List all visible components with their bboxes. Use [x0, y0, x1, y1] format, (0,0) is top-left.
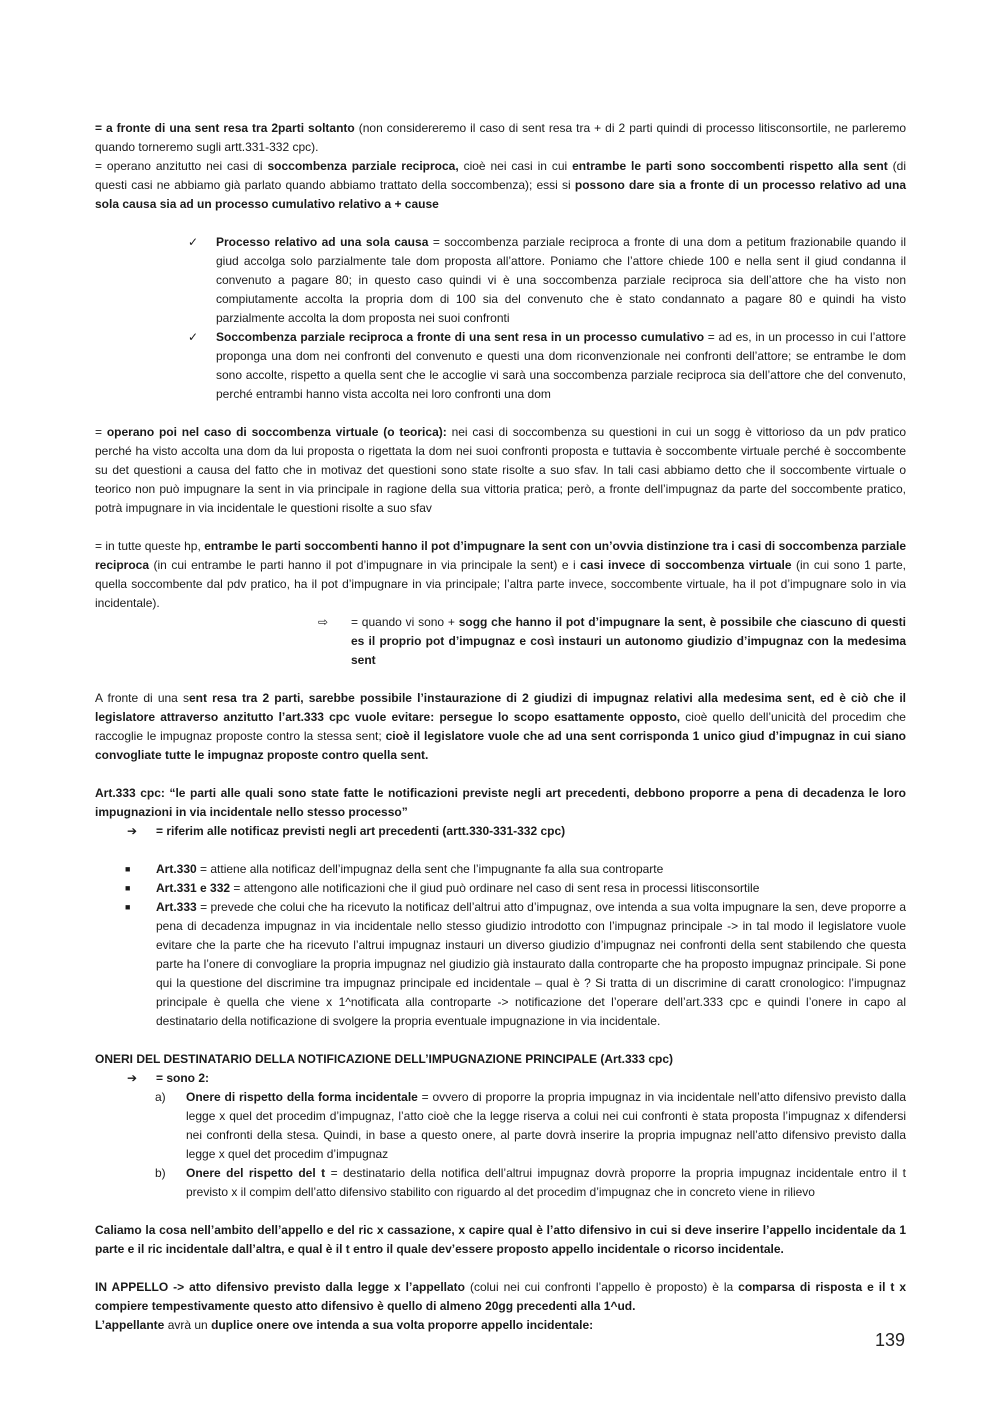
bold-arrow-icon: ➔ — [127, 824, 138, 838]
bullet-list — [125, 860, 906, 1031]
paragraph-due-parti: A fronte di una sent resa tra 2 parti, sarebbe possibile l’instaurazione di 2 giudizi di impugnaz relativi alla medesima sent, ed è ciò che il legislatore attraverso anzitutto l’art.333 cpc vuole evitare: persegue lo scopo esattamente opposto, cioè quello dell’unicità del procedim che raccoglie le impugnaz proposte contro la stessa sent; cioè il legislatore vuole che ad una sent corrisponda 1 unico giud d’impugnaz in cui siano convogliate tutte le impugnaz proposte contro quella sent. — [95, 691, 907, 762]
hollow-arrow-icon: ⇨ — [318, 615, 329, 629]
list-item: ■ Art.331 e 332 = attengono alle notificazioni che il giud può ordinare nel caso di sent resa in processi litisconsortile — [125, 879, 906, 898]
paragraph-caliamo: Caliamo la cosa nell’ambito dell’appello e del ric x cassazione, x capire qual è l’atto difensivo in cui si deve inserire l’appello incidentale da 1 parte e il ric incidentale dall’altra, e qual è il t entro il quale dev’essere proposto appello incidentale o ricorso incidentale. — [95, 1223, 906, 1256]
list-letter: a) — [155, 1090, 166, 1104]
list-item: a) Onere di rispetto della forma incidentale = ovvero di proporre la propria impugnaz in via incidentale nell’atto difensivo previsto dalla legge x quel det procedim d’impugnaz, l’atto cioè che la legge riserva a colui nei cui confronti è stata proposta l’impugnaz x difendersi nei confronti della stesa. Quindi, in base a questo onere, al parte dovrà inserire la propria impugnaz nell’atto difensivo previsto dalla legge x quel det procedim d’impugnaz — [155, 1088, 906, 1164]
page-content — [95, 119, 906, 1335]
paragraph-intro: = a fronte di una sent resa tra 2parti soltanto (non considereremo il caso di sent resa tra + di 2 parti quindi di processo litisconsortile, ne parleremo quando torneremo sugli artt.331-332 cpc). — [95, 121, 906, 154]
arrow-note: ➔ = riferim alle notificaz previsti negli art precedenti (artt.330-331-332 cpc) — [127, 822, 906, 841]
checkmark-icon: ✓ — [188, 235, 199, 249]
paragraph-tutte-hp: = in tutte queste hp, entrambe le parti soccombenti hanno il pot d’impugnare la sent con un’ovvia distinzione tra i casi di soccombenza parziale reciproca (in cui entrambe le parti hanno il pot d’impugnare in via principale la sent) e i casi invece di soccombenza virtuale (in cui sono 1 parte, quella soccombente dal pdv pratico, ha il pot d’impugnare in via principale; l’altra parte invece, soccombente virtuale, ha il pot d’impugnare solo in via incidentale). — [95, 539, 907, 610]
lettered-list — [155, 1088, 906, 1202]
paragraph-in-appello: IN APPELLO -> atto difensivo previsto dalla legge x l’appellato (colui nei cui confronti l’appello è proposto) è la comparsa di risposta e il t x compiere tempestivamente questo atto difensivo è quello di almeno 20gg precedenti alla 1^ud. — [95, 1280, 907, 1313]
list-item: ■ Art.330 = attiene alla notificaz dell’impugnaz della sent che l’impugnante fa alla sua controparte — [125, 860, 906, 879]
bold-arrow-icon: ➔ — [127, 1071, 138, 1085]
check-list — [188, 233, 906, 404]
list-item: ✓ Soccombenza parziale reciproca a fronte di una sent resa in un processo cumulativo = ad es, in un processo in cui l’attore proponga una dom nei confronti del convenuto e questi una dom riconvenzionale nei confronti dell’attore; se entrambe le dom sono accolte, rispetto a quella sent che le accoglie vi sarà una soccombenza parziale reciproca sia dell’attore che del convenuto, perché entrambi hanno vista accolta nei loro confronti una dom — [188, 328, 906, 404]
list-item: ✓ Processo relativo ad una sola causa = soccombenza parziale reciproca a fronte di una dom a petitum frazionabile quando il giud accolga solo parzialmente tale dom proposta all’attore. Poniamo che l’attore chiede 100 e nella sent il giud condanna il convenuto a pagare 80; in questo caso quindi vi è una soccombenza parziale reciproca sia dell’attore che ha visto non compiutamente accolta la propria dom di 100 sia del convenuto che è stato condannato a pagare 80 e quindi ha visto parzialmente accolta la dom proposta nei suoi confronti — [188, 233, 906, 328]
list-item: ■ Art.333 = prevede che colui che ha ricevuto la notificaz dell’altrui atto d’impugnaz, ove intenda a sua volta impugnare la sen, deve proporre a pena di decadenza impugnaz in via incidentale nello stesso giudizio introdotto con l’impugnaz principale -> in tal modo il legislatore vuole evitare che la parte che ha ricevuto l’altrui impugnaz instauri un diverso giudizio d’impugnaz nei confronti della sent stabilendo che questa parte ha l’onere di convogliare la propria impugnaz nel giudizio già instaurato dalla controparte che ha proposto impugnaz principale. Si pone qui la questione del discrimine tra impugnaz principale ed incidentale – qual è ? Si tratta di un discrimine di caratt cronologico: l’impugnaz principale è quella che viene x 1^notificata alla controparte -> notificazione det l’operare dell’art.333 cpc e quindi l’onere in capo al destinatario della notificazione di svolgere la propria eventuale impugnazione in via incidentale. — [125, 898, 906, 1031]
section-heading: ONERI DEL DESTINATARIO DELLA NOTIFICAZIONE DELL’IMPUGNAZIONE PRINCIPALE (Art.333 cpc) — [95, 1052, 674, 1066]
list-item: b) Onere del rispetto del t = destinatario della notifica dell’altrui impugnaz dovrà proporre la propria impugnaz incidentale entro il t previsto x il compim dell’atto difensivo stabilito con riguardo al det procedim d’impugnaz che in concreto viene in rilievo — [155, 1164, 906, 1202]
paragraph-soccombenza-parziale: = operano anzitutto nei casi di soccombenza parziale reciproca, cioè nei casi in cui entrambe le parti sono soccombenti rispetto alla sent (di questi casi ne abbiamo già parlato quando abbiamo trattato della soccombenza); essi si possono dare sia a fronte di un processo relativo ad una sola causa sia ad un processo cumulativo relativo a + cause — [95, 159, 906, 211]
list-letter: b) — [155, 1166, 166, 1180]
checkmark-icon: ✓ — [188, 330, 199, 344]
square-bullet-icon: ■ — [125, 883, 131, 893]
arrow-note: ➔ = sono 2: — [127, 1069, 906, 1088]
arrow-note: ⇨ = quando vi sono + sogg che hanno il pot d’impugnare la sent, è possibile che ciascuno di questi es il proprio pot d’impugnaz e così instauri un autonomo giudizio d’impugnaz con la medesima sent — [318, 613, 906, 670]
paragraph-soccombenza-virtuale: = operano poi nel caso di soccombenza virtuale (o teorica): nei casi di soccombenza su questioni in cui un sogg è vittorioso da un pdv pratico perché ha visto accolta una dom da lui proposta o rigettata la dom nei suoi confronti proposta e tuttavia è soccombente virtuale perché è soccombente su det questioni a causa del fatto che in motivaz det questioni sono state risolte a suo sfav. In tali casi abbiamo detto che il soccombente virtuale o teorico non può impugnare la sent in via principale in ragione della sua vittoria pratica; però, a fronte dell’impugnaz da parte del soccombente pratico, potrà impugnare in via incidentale le questioni risolte a suo sfav — [95, 425, 907, 515]
paragraph-art333-quote: Art.333 cpc: “le parti alle quali sono state fatte le notificazioni previste negli art precedenti, debbono proporre a pena di decadenza le loro impugnazioni in via incidentale nello stesso processo” — [95, 786, 906, 819]
paragraph-appellante: L’appellante avrà un duplice onere ove intenda a sua volta proporre appello incidentale: — [95, 1318, 594, 1332]
square-bullet-icon: ■ — [125, 864, 131, 874]
page-number: 139 — [874, 1330, 905, 1350]
square-bullet-icon: ■ — [125, 902, 131, 912]
